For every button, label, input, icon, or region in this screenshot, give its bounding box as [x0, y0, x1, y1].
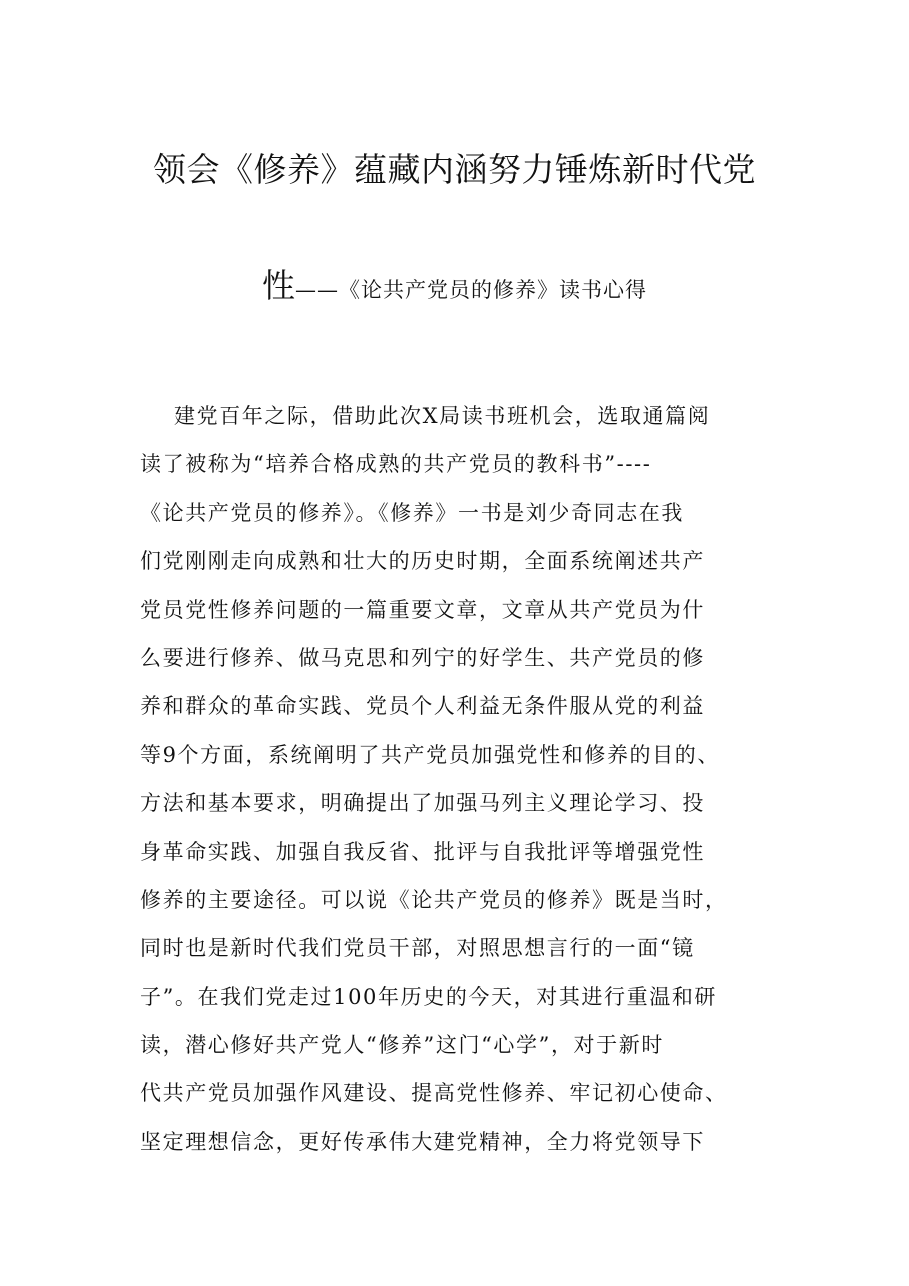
body-line: 坚定理想信念，更好传承伟大建党精神，全力将党领导下 — [140, 1129, 705, 1154]
subtitle-text: ——《论共产党员的修养》读书心得 — [295, 278, 647, 302]
body-line: 读了被称为“培养合格成熟的共产党员的教科书”---- — [140, 452, 652, 477]
title-continuation: 性 — [262, 266, 295, 305]
body-line: 身革命实践、加强自我反省、批评与自我批评等增强党性 — [140, 839, 705, 864]
body-line: 代共产党员加强作风建设、提高党性修养、牢记初心使命、 — [140, 1081, 728, 1106]
body-paragraph — [140, 392, 780, 1166]
body-line: 党员党性修养问题的一篇重要文章，文章从共产党员为什 — [140, 597, 705, 622]
body-line: 们党刚刚走向成熟和壮大的历史时期，全面系统阐述共产 — [140, 549, 705, 574]
body-line: 同时也是新时代我们党员干部，对照思想言行的一面“镜 — [140, 936, 695, 961]
body-line: 么要进行修养、做马克思和列宁的好学生、共产党员的修 — [140, 645, 705, 670]
document-title: 领会《修养》蕴藏内涵努力锤炼新时代党 — [153, 150, 756, 189]
body-line: 《论共产党员的修养》。《修养》一书是刘少奇同志在我 — [140, 500, 684, 525]
body-line: 等9个方面，系统阐明了共产党员加强党性和修养的目的、 — [140, 742, 720, 767]
body-line: 养和群众的革命实践、党员个人利益无条件服从党的利益 — [140, 694, 705, 719]
body-line: 修养的主要途径。可以说《论共产党员的修养》既是当时， — [140, 887, 728, 912]
body-line: 方法和基本要求，明确提出了加强马列主义理论学习、投 — [140, 791, 705, 816]
body-line: 子”。在我们党走过100年历史的今天，对其进行重温和研 — [140, 984, 718, 1009]
document-subtitle — [0, 264, 909, 314]
body-line: 建党百年之际，借助此次X局读书班机会，选取通篇阅 — [174, 404, 711, 428]
body-line: 读，潜心修好共产党人“修养”这门“心学”，对于新时 — [140, 1033, 664, 1058]
